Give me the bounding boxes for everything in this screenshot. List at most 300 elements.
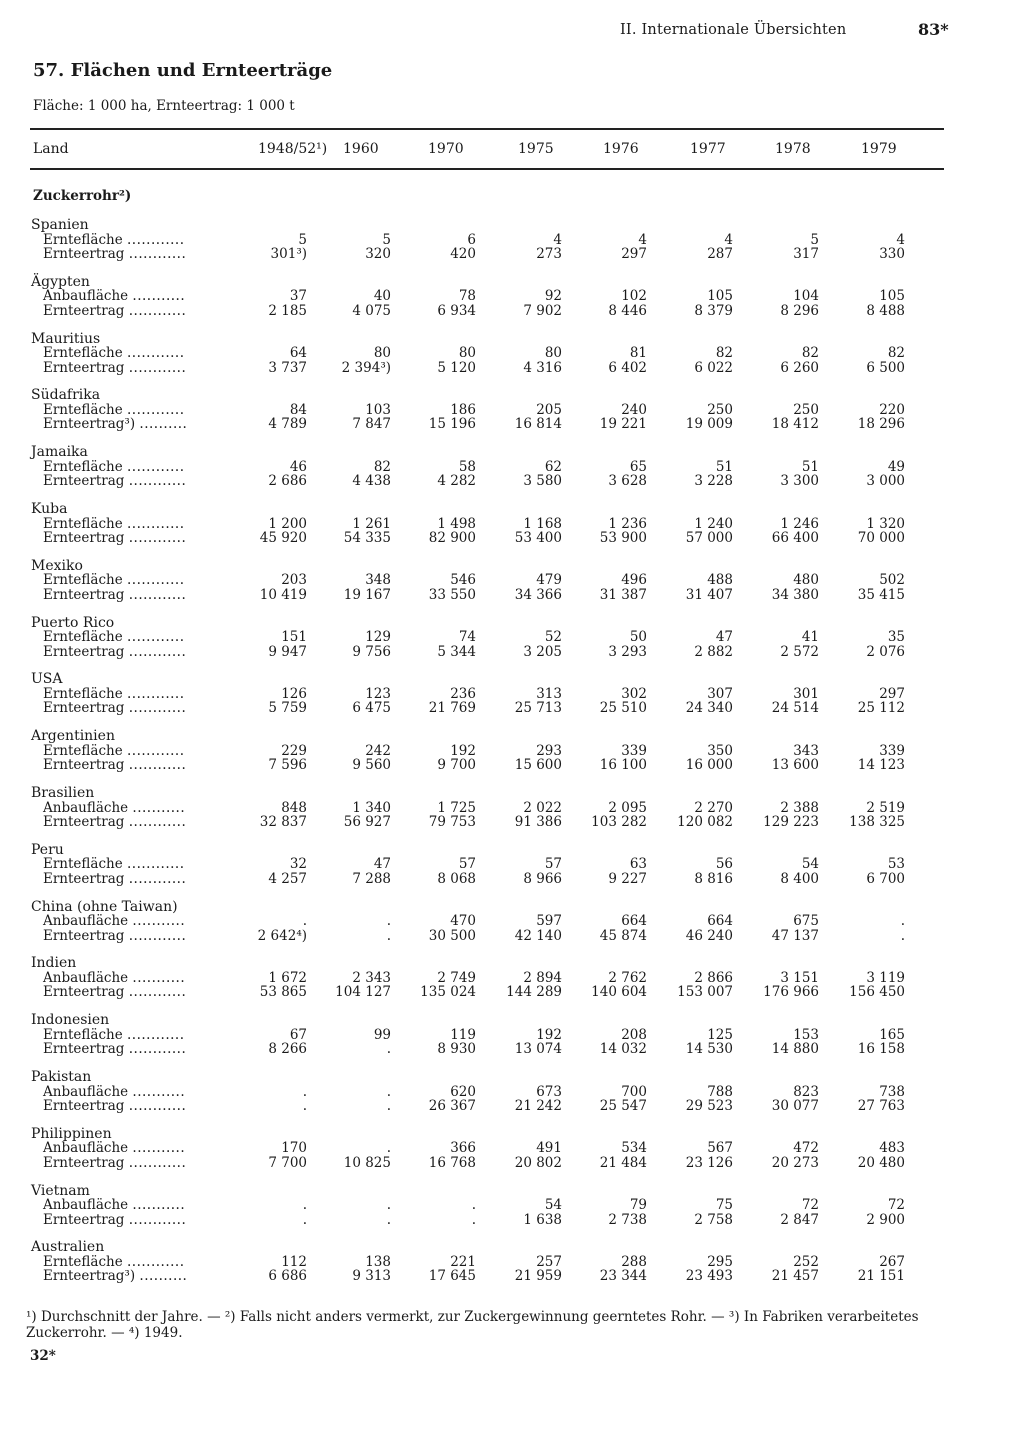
table-cell: 3 300: [780, 473, 819, 490]
table-cell: 330: [879, 246, 905, 262]
table-cell: 4 075: [352, 302, 391, 319]
table-cell: 848: [281, 799, 307, 816]
row-label: Ernteertrag ............: [43, 700, 187, 717]
table-cell: 24 514: [771, 700, 819, 717]
country-name: Pakistan: [31, 1069, 92, 1085]
table-cell: 14 880: [771, 1041, 819, 1058]
row-label: Erntefläche ............: [43, 1253, 185, 1270]
row-label: Ernteertrag ............: [43, 586, 187, 603]
table-cell: 2 022: [523, 799, 562, 816]
table-cell: 8 400: [780, 870, 819, 887]
table-cell: 129 223: [763, 814, 819, 830]
country-name: Brasilien: [31, 785, 95, 801]
table-cell: 2 900: [866, 1211, 905, 1228]
table-cell: 2 866: [694, 969, 733, 986]
table-cell: 14 530: [685, 1041, 733, 1058]
table-cell: 203: [281, 572, 307, 589]
table-cell: 19 009: [685, 416, 733, 433]
table-cell: 144 289: [506, 984, 562, 1001]
table-cell: 221: [450, 1253, 476, 1270]
table-cell: 479: [536, 572, 562, 589]
table-cell: 2 749: [437, 969, 476, 986]
table-cell: 138: [365, 1253, 391, 1270]
table-cell: 700: [621, 1083, 647, 1100]
table-cell: 20 480: [857, 1154, 905, 1171]
table-cell: 31 407: [685, 586, 733, 603]
table-cell: 6 686: [268, 1268, 307, 1285]
table-cell: 78: [458, 288, 476, 305]
table-cell: 10 825: [343, 1154, 391, 1171]
table-cell: 29 523: [685, 1098, 733, 1114]
table-cell: 9 756: [352, 643, 391, 660]
table-cell: 5: [298, 231, 307, 248]
table-cell: 738: [879, 1083, 905, 1100]
table-cell: 6 475: [352, 700, 391, 717]
row-label: Anbaufläche ...........: [43, 799, 186, 816]
table-cell: 79: [629, 1197, 647, 1214]
table-cell: 56: [715, 856, 733, 873]
section-label: Zuckerrohr²): [33, 188, 132, 204]
table-cell: 483: [879, 1140, 905, 1157]
row-label: Anbaufläche ...........: [43, 1197, 186, 1214]
country-name: Indien: [31, 955, 77, 972]
table-cell: 52: [544, 629, 562, 646]
row-label: Ernteertrag ............: [43, 1098, 187, 1114]
table-cell: 125: [707, 1026, 733, 1043]
table-cell: .: [471, 1211, 476, 1228]
table-cell: 7 847: [352, 416, 391, 433]
row-label: Anbaufläche ...........: [43, 1083, 186, 1100]
table-cell: 57 000: [685, 530, 733, 546]
table-cell: 72: [887, 1197, 905, 1214]
table-cell: 8 930: [437, 1041, 476, 1058]
table-cell: 8 379: [694, 302, 733, 319]
column-header: 1970: [428, 141, 464, 157]
table-cell: 176 966: [763, 984, 819, 1001]
table-cell: 620: [450, 1083, 476, 1100]
table-cell: 2 882: [694, 643, 733, 660]
country-name: Argentinien: [31, 728, 115, 745]
table-cell: 51: [715, 458, 733, 475]
row-label: Erntefläche ............: [43, 231, 185, 248]
row-label: Ernteertrag ............: [43, 870, 187, 887]
table-cell: 57: [458, 856, 476, 873]
row-label: Ernteertrag ............: [43, 530, 187, 546]
table-cell: 307: [707, 685, 733, 702]
row-label: Ernteertrag ............: [43, 1211, 187, 1228]
table-cell: 4: [896, 231, 905, 248]
country-name: Puerto Rico: [31, 614, 115, 631]
table-cell: 288: [621, 1253, 647, 1270]
table-cell: 8 446: [608, 302, 647, 319]
table-cell: 343: [793, 742, 819, 759]
table-cell: 23 126: [685, 1154, 733, 1171]
table-cell: 8 296: [780, 302, 819, 319]
top-rule: [30, 128, 944, 130]
table-cell: 19 167: [343, 586, 391, 603]
table-cell: 1 261: [352, 515, 391, 532]
page-footer: 32*: [30, 1348, 56, 1364]
table-cell: 32: [289, 856, 307, 873]
table-cell: 1 672: [268, 969, 307, 986]
table-cell: 42 140: [514, 927, 562, 944]
row-label: Ernteertrag ............: [43, 473, 187, 490]
country-name: China (ohne Taiwan): [31, 898, 178, 915]
row-label: Erntefläche ............: [43, 572, 185, 589]
table-cell: 104 127: [335, 984, 391, 1001]
table-cell: 46 240: [685, 927, 733, 944]
table-cell: 103: [365, 401, 391, 418]
table-cell: 33 550: [428, 586, 476, 603]
table-cell: 103 282: [591, 814, 647, 830]
table-cell: 2 388: [780, 799, 819, 816]
table-cell: 6 934: [437, 302, 476, 319]
country-name: Australien: [31, 1239, 105, 1256]
table-cell: 4 438: [352, 473, 391, 490]
table-cell: 301: [793, 685, 819, 702]
table-cell: 7 596: [268, 757, 307, 774]
table-cell: 70 000: [857, 530, 905, 546]
table-cell: 66 400: [771, 530, 819, 546]
table-cell: 4 282: [437, 473, 476, 490]
table-cell: 1 725: [437, 799, 476, 816]
table-cell: 53 400: [514, 530, 562, 546]
table-cell: 62: [544, 458, 562, 475]
table-cell: 3 580: [523, 473, 562, 490]
row-label: Ernteertrag ............: [43, 246, 187, 262]
table-cell: 313: [536, 685, 562, 702]
row-label: Ernteertrag ............: [43, 757, 187, 774]
table-cell: .: [386, 1041, 391, 1058]
table-cell: 165: [879, 1026, 905, 1043]
table-cell: .: [386, 1098, 391, 1114]
country-name: Vietnam: [31, 1182, 90, 1199]
table-cell: 320: [365, 246, 391, 262]
header-rule: [30, 168, 944, 170]
table-cell: 293: [536, 742, 562, 759]
table-cell: 82: [887, 345, 905, 362]
table-cell: 126: [281, 685, 307, 702]
table-cell: 9 313: [352, 1268, 391, 1285]
table-cell: 82: [801, 345, 819, 362]
table-cell: 2 076: [866, 643, 905, 660]
table-cell: 317: [793, 246, 819, 262]
table-cell: 348: [365, 572, 391, 589]
table-cell: 9 947: [268, 643, 307, 660]
table-cell: 6 500: [866, 359, 905, 376]
table-cell: 31 387: [599, 586, 647, 603]
country-name: Mexiko: [31, 557, 83, 574]
table-cell: 15 196: [428, 416, 476, 433]
table-cell: 34 380: [771, 586, 819, 603]
table-units: Fläche: 1 000 ha, Ernteertrag: 1 000 t: [33, 98, 295, 114]
table-cell: 1 240: [694, 515, 733, 532]
table-cell: 1 168: [523, 515, 562, 532]
table-cell: 20 802: [514, 1154, 562, 1171]
table-cell: 35: [887, 629, 905, 646]
table-cell: 58: [458, 458, 476, 475]
table-cell: 2 894: [523, 969, 562, 986]
table-cell: 491: [536, 1140, 562, 1157]
table-cell: 5 120: [437, 359, 476, 376]
table-cell: 80: [373, 345, 391, 362]
table-cell: .: [302, 1098, 307, 1114]
row-label: Erntefläche ............: [43, 1026, 185, 1043]
table-cell: 3 151: [780, 969, 819, 986]
table-cell: 57: [544, 856, 562, 873]
table-cell: 273: [536, 246, 562, 262]
row-label: Erntefläche ............: [43, 515, 185, 532]
table-cell: .: [386, 1197, 391, 1214]
table-cell: 252: [793, 1253, 819, 1270]
column-header: 1979: [861, 141, 897, 157]
table-cell: 46: [289, 458, 307, 475]
table-title: 57. Flächen und Ernteerträge: [33, 60, 333, 81]
table-cell: .: [386, 1083, 391, 1100]
table-cell: 1 320: [866, 515, 905, 532]
table-cell: 56 927: [343, 814, 391, 830]
table-cell: 236: [450, 685, 476, 702]
table-cell: 366: [450, 1140, 476, 1157]
row-label: Anbaufläche ...........: [43, 1140, 186, 1157]
table-cell: 53: [887, 856, 905, 873]
row-label: Erntefläche ............: [43, 629, 185, 646]
table-cell: 35 415: [857, 586, 905, 603]
column-header: 1976: [603, 141, 639, 157]
table-cell: 7 288: [352, 870, 391, 887]
table-cell: 788: [707, 1083, 733, 1100]
table-cell: 1 340: [352, 799, 391, 816]
table-cell: 25 713: [514, 700, 562, 717]
table-cell: 53 900: [599, 530, 647, 546]
table-cell: 13 074: [514, 1041, 562, 1058]
table-cell: 597: [536, 913, 562, 930]
table-cell: 192: [450, 742, 476, 759]
table-cell: 23 344: [599, 1268, 647, 1285]
country-name: Peru: [31, 841, 64, 858]
row-label: Anbaufläche ...........: [43, 288, 186, 305]
table-cell: 45 874: [599, 927, 647, 944]
table-cell: 302: [621, 685, 647, 702]
table-cell: .: [302, 1211, 307, 1228]
table-cell: .: [386, 1211, 391, 1228]
country-name: Mauritius: [31, 330, 101, 347]
table-cell: 14 123: [857, 757, 905, 774]
table-cell: 664: [621, 913, 647, 930]
table-cell: 8 068: [437, 870, 476, 887]
table-cell: 5: [810, 231, 819, 248]
table-cell: 10 419: [259, 586, 307, 603]
table-cell: 1 246: [780, 515, 819, 532]
table-cell: 546: [450, 572, 476, 589]
table-cell: 47 137: [771, 927, 819, 944]
table-cell: 8 266: [268, 1041, 307, 1058]
table-cell: 250: [707, 401, 733, 418]
table-cell: 32 837: [259, 814, 307, 830]
table-cell: 205: [536, 401, 562, 418]
table-cell: 1 236: [608, 515, 647, 532]
row-label: Anbaufläche ...........: [43, 913, 186, 930]
table-cell: 54: [544, 1197, 562, 1214]
table-cell: 5 759: [268, 700, 307, 717]
table-cell: 120 082: [677, 814, 733, 830]
table-cell: 47: [373, 856, 391, 873]
table-cell: 21 151: [857, 1268, 905, 1285]
table-cell: 534: [621, 1140, 647, 1157]
row-label: Erntefläche ............: [43, 458, 185, 475]
table-cell: 99: [373, 1026, 391, 1043]
table-cell: 80: [458, 345, 476, 362]
table-cell: 4 789: [268, 416, 307, 433]
row-label: Erntefläche ............: [43, 856, 185, 873]
table-cell: 1 200: [268, 515, 307, 532]
table-cell: 54 335: [343, 530, 391, 546]
table-cell: 297: [879, 685, 905, 702]
table-cell: 123: [365, 685, 391, 702]
row-label: Erntefläche ............: [43, 345, 185, 362]
column-header: 1977: [690, 141, 726, 157]
table-cell: 82: [373, 458, 391, 475]
table-cell: 339: [621, 742, 647, 759]
table-cell: 192: [536, 1026, 562, 1043]
table-cell: 170: [281, 1140, 307, 1157]
table-cell: 25 547: [599, 1098, 647, 1114]
row-label: Erntefläche ............: [43, 401, 185, 418]
row-label: Erntefläche ............: [43, 685, 185, 702]
table-cell: 1 638: [523, 1211, 562, 1228]
table-cell: 7 700: [268, 1154, 307, 1171]
country-name: USA: [31, 671, 63, 688]
table-cell: 664: [707, 913, 733, 930]
table-cell: 6 022: [694, 359, 733, 376]
table-cell: 49: [887, 458, 905, 475]
table-cell: 229: [281, 742, 307, 759]
table-cell: 15 600: [514, 757, 562, 774]
table-cell: 129: [365, 629, 391, 646]
table-cell: 6 402: [608, 359, 647, 376]
table-cell: 30 077: [771, 1098, 819, 1114]
table-cell: 105: [707, 288, 733, 305]
table-cell: .: [900, 927, 905, 944]
table-cell: 21 242: [514, 1098, 562, 1114]
table-cell: 1 498: [437, 515, 476, 532]
table-cell: 5 344: [437, 643, 476, 660]
page-number: 83*: [918, 20, 949, 39]
table-cell: 18 296: [857, 416, 905, 433]
table-cell: 102: [621, 288, 647, 305]
table-cell: 91 386: [514, 814, 562, 830]
table-cell: 2 095: [608, 799, 647, 816]
table-cell: 4: [638, 231, 647, 248]
table-cell: 16 158: [857, 1041, 905, 1058]
row-label: Ernteertrag³) ..........: [43, 416, 188, 433]
table-cell: 23 493: [685, 1268, 733, 1285]
table-cell: 13 600: [771, 757, 819, 774]
column-header: Land: [33, 141, 69, 157]
table-cell: 297: [621, 246, 647, 262]
footnotes: ¹) Durchschnitt der Jahre. — ²) Falls nicht anders vermerkt, zur Zuckergewinnung geerntetes Rohr. — ³) In Fabriken verarbeitetes Zuckerrohr. — ⁴) 1949.: [26, 1309, 919, 1341]
table-cell: 9 560: [352, 757, 391, 774]
table-cell: 112: [281, 1253, 307, 1270]
table-cell: 2 519: [866, 799, 905, 816]
table-cell: 9 700: [437, 757, 476, 774]
table-cell: 105: [879, 288, 905, 305]
table-cell: 16 100: [599, 757, 647, 774]
table-cell: 51: [801, 458, 819, 475]
running-header: II. Internationale Übersichten: [620, 22, 847, 38]
table-cell: 153 007: [677, 984, 733, 1001]
table-cell: 488: [707, 572, 733, 589]
table-cell: 16 768: [428, 1154, 476, 1171]
table-cell: 40: [373, 288, 391, 305]
table-cell: 339: [879, 742, 905, 759]
table-cell: 2 394³): [341, 359, 391, 376]
table-cell: 82: [715, 345, 733, 362]
table-cell: 37: [289, 288, 307, 305]
table-cell: 4 257: [268, 870, 307, 887]
table-cell: 25 510: [599, 700, 647, 717]
table-cell: 80: [544, 345, 562, 362]
table-cell: 156 450: [849, 984, 905, 1001]
row-label: Ernteertrag ............: [43, 814, 187, 830]
table-cell: 26 367: [428, 1098, 476, 1114]
table-cell: 242: [365, 742, 391, 759]
table-cell: 420: [450, 246, 476, 262]
table-cell: 3 293: [608, 643, 647, 660]
table-cell: 2 270: [694, 799, 733, 816]
table-cell: 6 260: [780, 359, 819, 376]
table-cell: 567: [707, 1140, 733, 1157]
table-cell: .: [302, 913, 307, 930]
row-label: Ernteertrag ............: [43, 984, 187, 1001]
table-cell: 301³): [270, 246, 307, 262]
table-cell: 4: [553, 231, 562, 248]
table-cell: 257: [536, 1253, 562, 1270]
country-name: Philippinen: [31, 1125, 112, 1142]
table-cell: 3 737: [268, 359, 307, 376]
table-cell: 2 642⁴): [257, 927, 307, 944]
table-cell: .: [386, 913, 391, 930]
row-label: Ernteertrag ............: [43, 927, 187, 944]
country-name: Südafrika: [31, 387, 101, 404]
table-cell: 3 119: [866, 969, 905, 986]
table-cell: 92: [544, 288, 562, 305]
country-name: Jamaika: [31, 444, 88, 461]
table-cell: 82 900: [428, 530, 476, 546]
table-cell: 502: [879, 572, 905, 589]
column-header: 1948/52¹): [258, 141, 328, 157]
table-cell: 2 185: [268, 302, 307, 319]
table-cell: 34 366: [514, 586, 562, 603]
table-cell: 30 500: [428, 927, 476, 944]
table-cell: 4 316: [523, 359, 562, 376]
row-label: Ernteertrag ............: [43, 1041, 187, 1058]
table-cell: 5: [382, 231, 391, 248]
table-cell: 8 966: [523, 870, 562, 887]
table-cell: 472: [793, 1140, 819, 1157]
table-cell: 267: [879, 1253, 905, 1270]
row-label: Ernteertrag ............: [43, 1154, 187, 1171]
column-header: 1978: [775, 141, 811, 157]
table-cell: 67: [289, 1026, 307, 1043]
table-cell: 135 024: [420, 984, 476, 1001]
table-cell: .: [302, 1197, 307, 1214]
table-cell: .: [471, 1197, 476, 1214]
table-cell: 3 000: [866, 473, 905, 490]
table-cell: 65: [629, 458, 647, 475]
table-cell: 72: [801, 1197, 819, 1214]
table-cell: 140 604: [591, 984, 647, 1001]
